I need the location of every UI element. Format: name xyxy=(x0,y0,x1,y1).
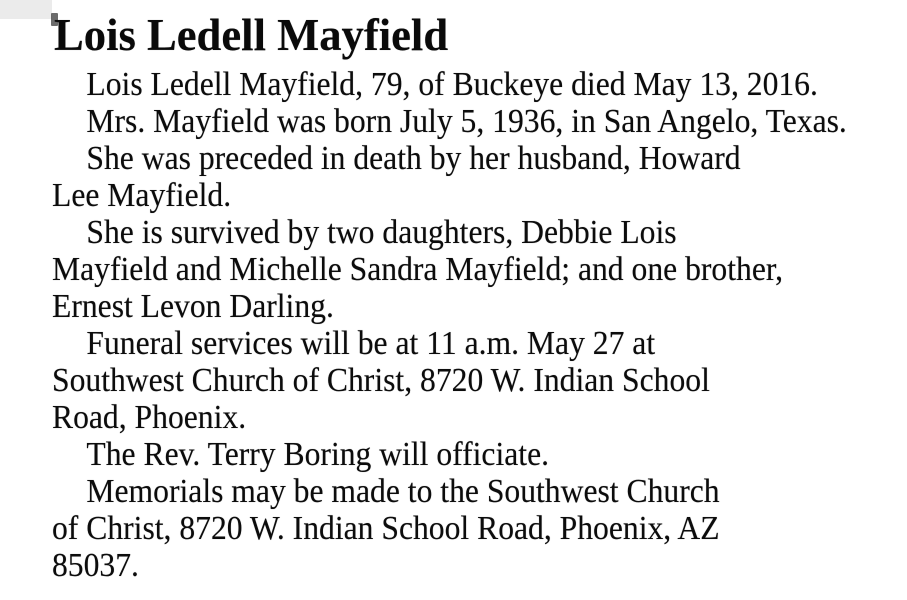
obituary-line: 85037. xyxy=(52,547,139,584)
obituary-line: Lois Ledell Mayfield, 79, of Buckeye died May 13, 2016. xyxy=(86,66,818,103)
obituary-line: Mayfield and Michelle Sandra Mayfield; and one brother, xyxy=(52,251,784,288)
obituary-paragraph xyxy=(52,473,907,584)
obituary-line: Southwest Church of Christ, 8720 W. Indian School xyxy=(52,362,710,399)
obituary-headline: Lois Ledell Mayfield xyxy=(54,9,449,60)
scan-artifact xyxy=(0,0,52,19)
obituary-line: She was preceded in death by her husband, Howard xyxy=(86,140,741,177)
obituary-line: of Christ, 8720 W. Indian School Road, Phoenix, AZ xyxy=(52,510,720,547)
obituary-body xyxy=(52,66,907,584)
obituary-line: Mrs. Mayfield was born July 5, 1936, in San Angelo, Texas. xyxy=(86,103,847,140)
obituary-paragraph xyxy=(52,140,907,214)
obituary-line: Road, Phoenix. xyxy=(52,399,247,436)
obituary-paragraph xyxy=(52,103,907,140)
obituary-line: Ernest Levon Darling. xyxy=(52,288,334,325)
obituary-paragraph xyxy=(52,66,907,103)
obituary-line: Memorials may be made to the Southwest Church xyxy=(86,473,720,510)
obituary-line: Funeral services will be at 11 a.m. May 27 at xyxy=(86,325,656,362)
obituary-line: She is survived by two daughters, Debbie Lois xyxy=(86,214,677,251)
obituary-paragraph xyxy=(52,325,907,436)
obituary-paragraph xyxy=(52,436,907,473)
obituary-line: Lee Mayfield. xyxy=(52,177,232,214)
obituary-paragraph xyxy=(52,214,907,325)
obituary-line: The Rev. Terry Boring will officiate. xyxy=(86,436,550,473)
